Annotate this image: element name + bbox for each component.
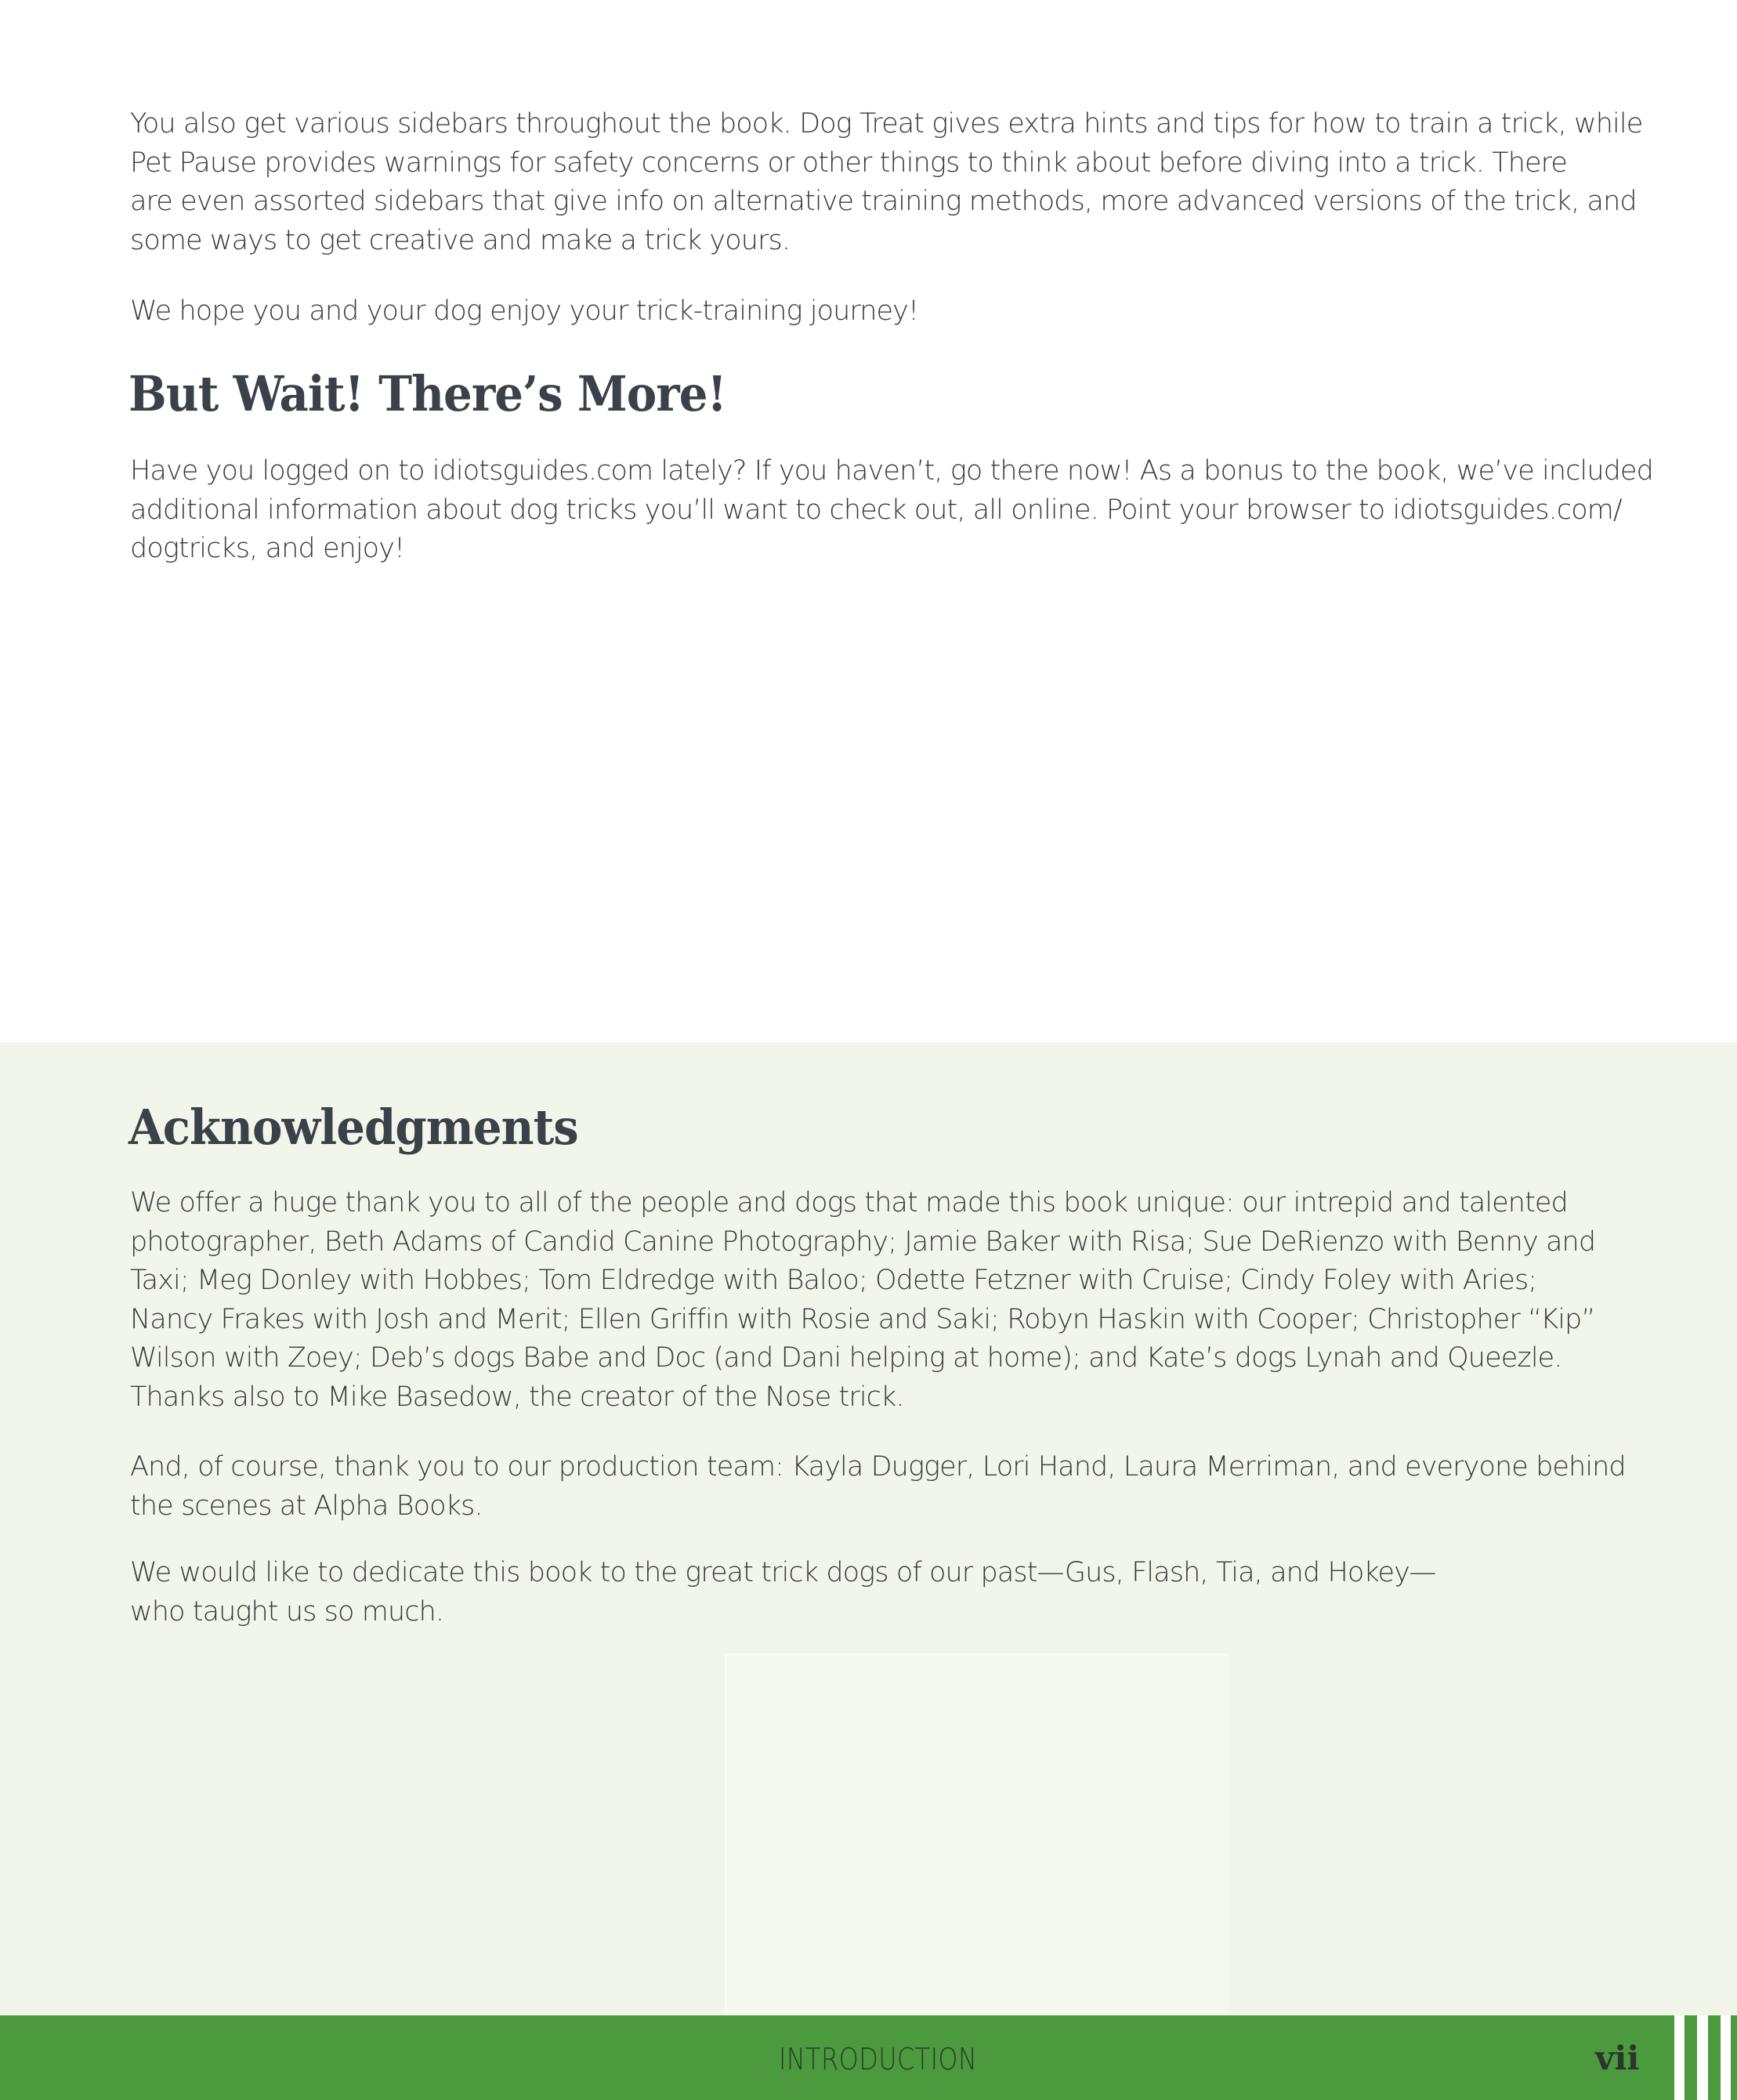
text-line: Wilson with Zoey; Deb’s dogs Babe and Doc (and Dani helping at home); and Kate’s dogs Lynah and Queezle.	[130, 1342, 1562, 1374]
intro-section	[0, 0, 1737, 1042]
text-line: You also get various sidebars throughout the book. Dog Treat gives extra hints and tips for how to train a trick, while	[130, 108, 1643, 139]
sidebars-paragraph	[130, 105, 1642, 260]
text-line: are even assorted sidebars that give info on alternative training methods, more advanced versions of the trick, and	[130, 186, 1637, 217]
running-section-label: INTRODUCTION	[779, 2042, 978, 2076]
text-line: Have you logged on to idiotsguides.com lately? If you haven’t, go there now! As a bonus to the book, we’ve included	[130, 455, 1653, 487]
text-line: Thanks also to Mike Basedow, the creator of the Nose trick.	[130, 1381, 904, 1413]
acknowledgments-heading: Acknowledgments	[128, 1099, 578, 1156]
text-line: Nancy Frakes with Josh and Merit; Ellen Griffin with Rosie and Saki; Robyn Haskin with Cooper; Christopher “Kip”	[130, 1303, 1595, 1335]
more-heading: But Wait! There’s More!	[128, 365, 726, 422]
footer-stripe	[1731, 2015, 1737, 2100]
text-line: We would like to dedicate this book to the great trick dogs of our past—Gus, Flash, Tia, and Hokey—	[130, 1557, 1436, 1588]
thanks-paragraph	[130, 1184, 1595, 1417]
production-team-paragraph	[130, 1448, 1626, 1526]
footer-stripe	[1685, 2015, 1697, 2100]
dedication-paragraph	[130, 1554, 1435, 1631]
text-line: some ways to get creative and make a trick yours.	[130, 224, 791, 256]
text-line: additional information about dog tricks you’ll want to check out, all online. Point your browser to idiotsguides.com/	[130, 494, 1622, 526]
page-number: vii	[1595, 2039, 1640, 2077]
footer-stripe-gap	[1674, 2015, 1685, 2100]
scan-artifact	[725, 1653, 1229, 2016]
text-line: And, of course, thank you to our production team: Kayla Dugger, Lori Hand, Laura Merriman, and everyone behind	[130, 1451, 1626, 1483]
hope-paragraph	[130, 292, 918, 331]
text-line: Taxi; Meg Donley with Hobbes; Tom Eldredge with Baloo; Odette Fetzner with Cruise; Cindy Foley with Aries;	[130, 1265, 1537, 1296]
text-line: the scenes at Alpha Books.	[130, 1490, 483, 1522]
text-line: We offer a huge thank you to all of the people and dogs that made this book unique: our intrepid and talented	[130, 1187, 1568, 1218]
text-line: who taught us so much.	[130, 1595, 444, 1628]
text-line: Pet Pause provides warnings for safety concerns or other things to think about before diving into a trick. There	[130, 147, 1567, 179]
text-line: photographer, Beth Adams of Candid Canine Photography; Jamie Baker with Risa; Sue DeRienzo with Benny and	[130, 1226, 1596, 1258]
text-line: We hope you and your dog enjoy your trick-training journey!	[130, 295, 919, 327]
footer-stripe-gap	[1697, 2015, 1708, 2100]
footer-stripe-gap	[1721, 2015, 1731, 2100]
footer-stripe	[1708, 2015, 1721, 2100]
page-footer	[0, 2015, 1737, 2100]
text-line: dogtricks, and enjoy!	[130, 533, 405, 564]
website-paragraph	[130, 452, 1653, 569]
